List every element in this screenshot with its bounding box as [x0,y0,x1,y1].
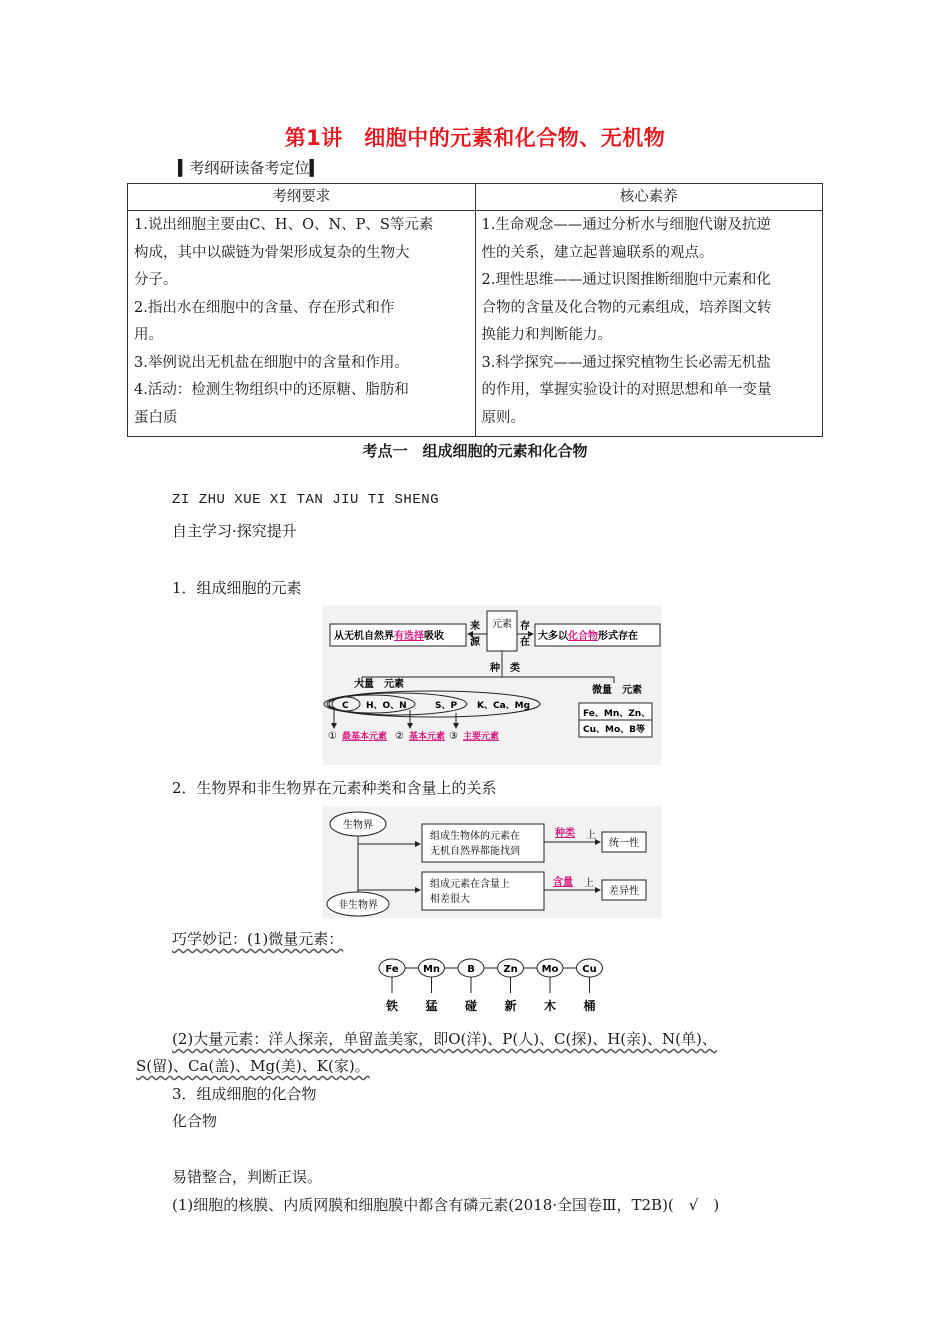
bio-label: 生物界 [343,820,373,831]
mnemonic-element: Fe [385,964,399,975]
element-c: C [342,701,349,711]
element-k-ca-mg: K、Ca、Mg [477,701,531,711]
num-1: ① [328,731,337,742]
basic-label: 基本元素 [409,732,446,742]
main-label: 主要元素 [463,732,500,742]
literacy-line: 2.理性思维——通过识图推断细胞中元素和化 [481,272,771,288]
literacy-line: 3.科学探究——通过探究植物生长必需无机盐 [481,354,771,371]
mnemonic-word: 碰 [464,999,478,1013]
mnemonic-element: Zn [503,964,518,975]
compounds-label: 化合物 [172,1112,218,1130]
center-label: 元素 [492,619,512,630]
table-header-requirements: 考纲要求 [128,184,476,211]
item-2-heading: 2．生物界和非生物界在元素种类和含量上的关系 [172,779,497,797]
box-2-line-1: 组成元素在含量上 [430,879,510,890]
box-1-line-1: 组成生物体的元素在 [430,831,520,842]
literacy-line: 的作用，掌握实验设计的对照思想和单一变量 [481,382,772,398]
num-3: ③ [449,731,458,742]
mnemonic-label [172,928,343,949]
mnemonic-element: Cu [582,964,597,975]
mnemonic-word: 铁 [385,999,399,1013]
literacy-line: 原则。 [481,409,525,426]
mnemonic-word: 猛 [425,999,438,1013]
mnemonic-label-text: 巧学妙记：(1)微量元素： [172,930,344,948]
macro-mnemonic-line-2 [136,1055,370,1076]
amount-label: 含量 [553,877,573,888]
requirement-line: 用。 [134,327,163,343]
item-1-heading: 1．组成细胞的元素 [172,579,302,597]
source-arrow-label-2: 源 [470,637,480,648]
elements-diagram [322,605,662,765]
pinyin-heading: ZI ZHU XUE XI TAN JIU TI SHENG [172,492,440,508]
source-text: 从无机自然界有选择吸收 [334,631,444,642]
requirement-line: 构成，其中以碳链为骨架形成复杂的生物大 [134,244,410,261]
relation-diagram [322,806,662,918]
source-arrow-label-1: 来 [470,621,480,632]
diff-label: 差异性 [609,886,639,897]
mnemonic-element: Mn [422,964,441,975]
existence-text: 大多以化合物形式存在 [538,631,638,642]
mnemonic-element: B [467,964,475,975]
element-s-p: S、P [435,701,458,711]
macro-mnemonic-line-1 [172,1028,717,1049]
mnemonic-word: 木 [543,999,557,1013]
literacy-line: 合物的含量及化合物的元素组成，培养图文转 [481,299,772,316]
macro-mnemonic-text-1: (2)大量元素：洋人探亲，单留盖美家，即O(洋)、P(人)、C(探)、H(亲)、N(单)、 [172,1030,717,1048]
requirements-cell [128,211,476,437]
item-3-heading: 3．组成细胞的化合物 [172,1085,317,1103]
question-1: (1)细胞的核膜、内质网膜和细胞膜中都含有磷元素(2018·全国卷Ⅲ，T2B)( √ ) [172,1196,720,1214]
requirement-line: 3.举例说出无机盐在细胞中的含量和作用。 [134,354,409,371]
macro-mnemonic-text-2: S(留)、Ca(盖)、Mg(美)、K(家)。 [136,1057,370,1075]
micro-element-mnemonic [372,955,612,1017]
requirement-line: 2.指出水在细胞中的含量、存在形式和作 [134,299,395,316]
element-h-o-n: H、O、N [366,701,407,711]
num-2: ② [395,731,404,742]
page-title: 第1讲 细胞中的元素和化合物、无机物 [284,126,666,150]
unity-label: 统一性 [609,838,639,849]
micro-label: 微量 元素 [592,685,642,696]
mnemonic-word: 桶 [583,999,596,1013]
mnemonic-word: 新 [504,999,517,1013]
center-box [487,611,517,651]
existence-arrow-label-1: 存 [520,621,530,632]
existence-arrow-label-2: 在 [520,637,530,648]
kinds-label: 种 类 [490,663,520,674]
most-basic-label: 最基本元素 [342,732,388,742]
shang-2: 上 [584,878,594,889]
section-subheading: ▍考纲研读备考定位▍ [178,159,322,177]
requirement-line: 1.说出细胞主要由C、H、O、N、P、S等元素 [134,217,434,233]
literacy-line: 1.生命观念——通过分析水与细胞代谢及抗逆 [481,217,771,233]
requirement-line: 蛋白质 [134,409,178,426]
micro-line-1: Fe、Mn、Zn、 [583,709,651,719]
kind-label: 种类 [555,828,575,839]
macro-label: 大量 元素 [354,679,404,690]
study-label: 自主学习·探究提升 [172,522,297,540]
box-1-line-2: 无机自然界都能找到 [430,846,520,857]
table-header-literacy: 核心素养 [475,184,823,211]
requirement-line: 分子。 [134,272,178,288]
literacy-cell [475,211,823,437]
nonbio-label: 非生物界 [338,900,378,911]
micro-line-2: Cu、Mo、B等 [583,725,646,735]
judge-instruction: 易错整合，判断正误。 [172,1168,323,1186]
shang-1: 上 [586,830,596,841]
section-title: 考点一 组成细胞的元素和化合物 [362,442,588,460]
mnemonic-element: Mo [541,964,559,975]
literacy-line: 性的关系，建立起普遍联系的观点。 [481,244,714,261]
requirement-line: 4.活动：检测生物组织中的还原糖、脂肪和 [134,382,409,398]
syllabus-table [127,183,823,437]
box-2-line-2: 相差很大 [430,894,470,905]
literacy-line: 换能力和判断能力。 [481,327,612,343]
